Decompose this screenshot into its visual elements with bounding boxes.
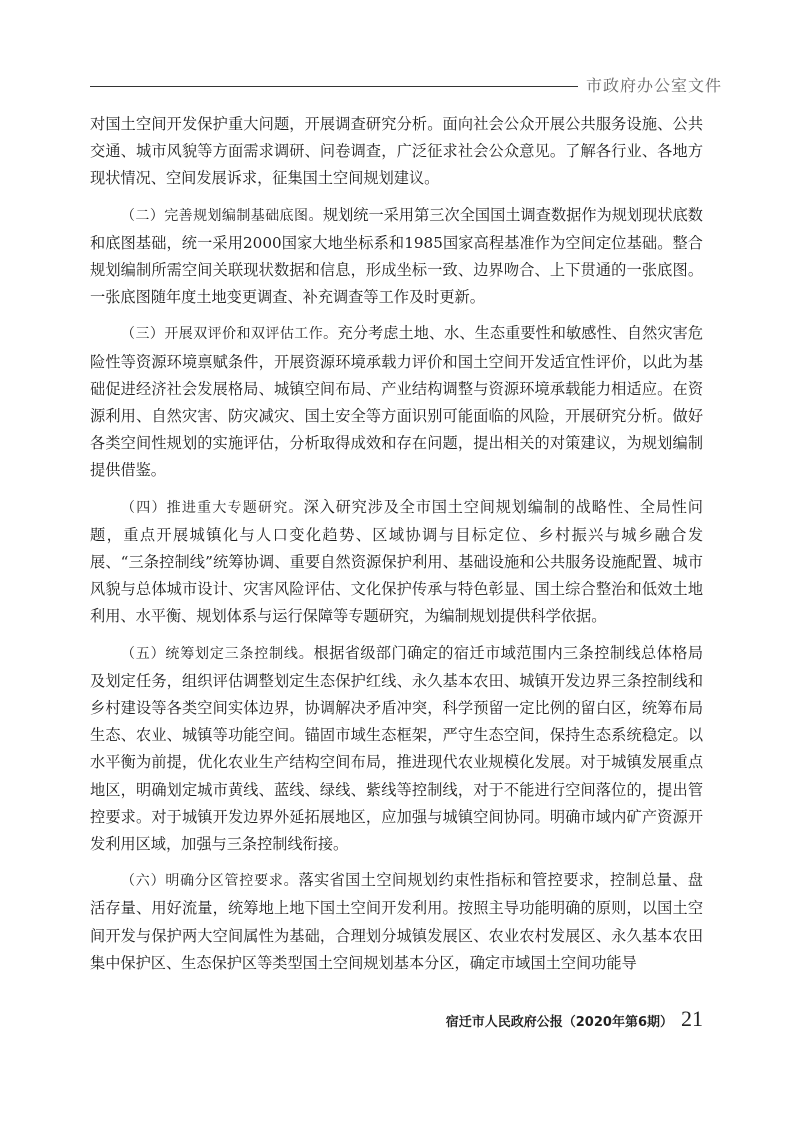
paragraph-text: 根据省级部门确定的宿迁市域范围内三条控制线总体格局及划定任务，组织评估调整划定生态保护红线、永久基本农田、城镇开发边界三条控制线和乡村建设等各类空间实体边界，协调解决矛盾冲突，科学预留一定比例的留白区，统筹布局生态、农业、城镇等功能空间。锚固市域生态框架，严守生态空间，保持生态系统稳定。以水平衡为前提，优化农业生产结构空间布局，推进现代农业规模化发展。对于城镇发展重点地区，明确划定城市黄线、蓝线、绿线、紫线等控制线，对于不能进行空间落位的，提出管控要求。对于城镇开发边界外延拓展地区，应加强与城镇空间协同。明确市域内矿产资源开发利用区域，加强与三条控制线衔接。 — [90, 643, 704, 854]
paragraph-5 — [90, 640, 703, 859]
page-footer — [446, 1006, 703, 1032]
header-label: 市政府办公室文件 — [586, 76, 723, 95]
publication-title: 宿迁市人民政府公报（2020年第6期） — [445, 1015, 673, 1030]
paragraph-1 — [90, 111, 703, 193]
paragraph-3 — [90, 320, 703, 484]
paragraph-6 — [90, 867, 703, 977]
section-title: （四）推进重大专题研究。 — [121, 499, 304, 516]
paragraph-text: 深入研究涉及全市国土空间规划编制的战略性、全局性问题，重点开展城镇化与人口变化趋势、区域协调与目标定位、乡村振兴与城乡融合发展、“三条控制线”统筹协调、重要自然资源保护利用、基础设施和公共服务设施配置、城市风貌与总体城市设计、灾害风险评估、文化保护传承与特色彰显、国土综合整治和低效土地利用、水平衡、规划体系与运行保障等专题研究，为编制规划提供科学依据。 — [90, 497, 703, 626]
section-title: （六）明确分区管控要求。 — [121, 873, 299, 890]
document-body — [90, 111, 703, 986]
section-title: （二）完善规划编制基础底图。 — [121, 207, 323, 224]
section-title: （五）统筹划定三条控制线。 — [121, 645, 314, 662]
paragraph-text: 充分考虑土地、水、生态重要性和敏感性、自然灾害危险性等资源环境禀赋条件，开展资源环境承载力评价和国土空间开发适宜性评价，以此为基础促进经济社会发展格局、城镇空间布局、产业结构调整与资源环境承载能力相适应。在资源利用、自然灾害、防灾减灾、国土安全等方面识别可能面临的风险，开展研究分析。做好各类空间性规划的实施评估，分析取得成效和存在问题，提出相关的对策建议，为规划编制提供借鉴。 — [90, 324, 704, 480]
paragraph-2 — [90, 202, 703, 312]
paragraph-text: 落实省国土空间规划约束性指标和管控要求，控制总量、盘活存量、用好流量，统筹地上地下国土空间开发利用。按照主导功能明确的原则，以国土空间开发与保护两大空间属性为基础，合理划分城镇发展区、农业农村发展区、永久基本农田集中保护区、生态保护区等类型国土空间规划基本分区，确定市域国土空间功能导 — [90, 871, 703, 972]
section-title: （三）开展双评价和双评估工作。 — [121, 326, 338, 343]
paragraph-text: 规划统一采用第三次全国国土调查数据作为规划现状底数和底图基础，统一采用2000国家大地坐标系和1985国家高程基准作为空间定位基础。整合规划编制所需空间关联现状数据和信息，形成坐标一致、边界吻合、上下贯通的一张底图。一张底图随年度土地变更调查、补充调查等工作及时更新。 — [90, 205, 703, 307]
header-rule — [90, 86, 578, 87]
paragraph-text: 对国土空间开发保护重大问题，开展调查研究分析。面向社会公众开展公共服务设施、公共交通、城市风貌等方面需求调研、问卷调查，广泛征求社会公众意见。了解各行业、各地方现状情况、空间发展诉求，征集国土空间规划建议。 — [90, 115, 703, 188]
paragraph-4 — [90, 494, 703, 631]
page-number: 21 — [681, 1006, 703, 1031]
